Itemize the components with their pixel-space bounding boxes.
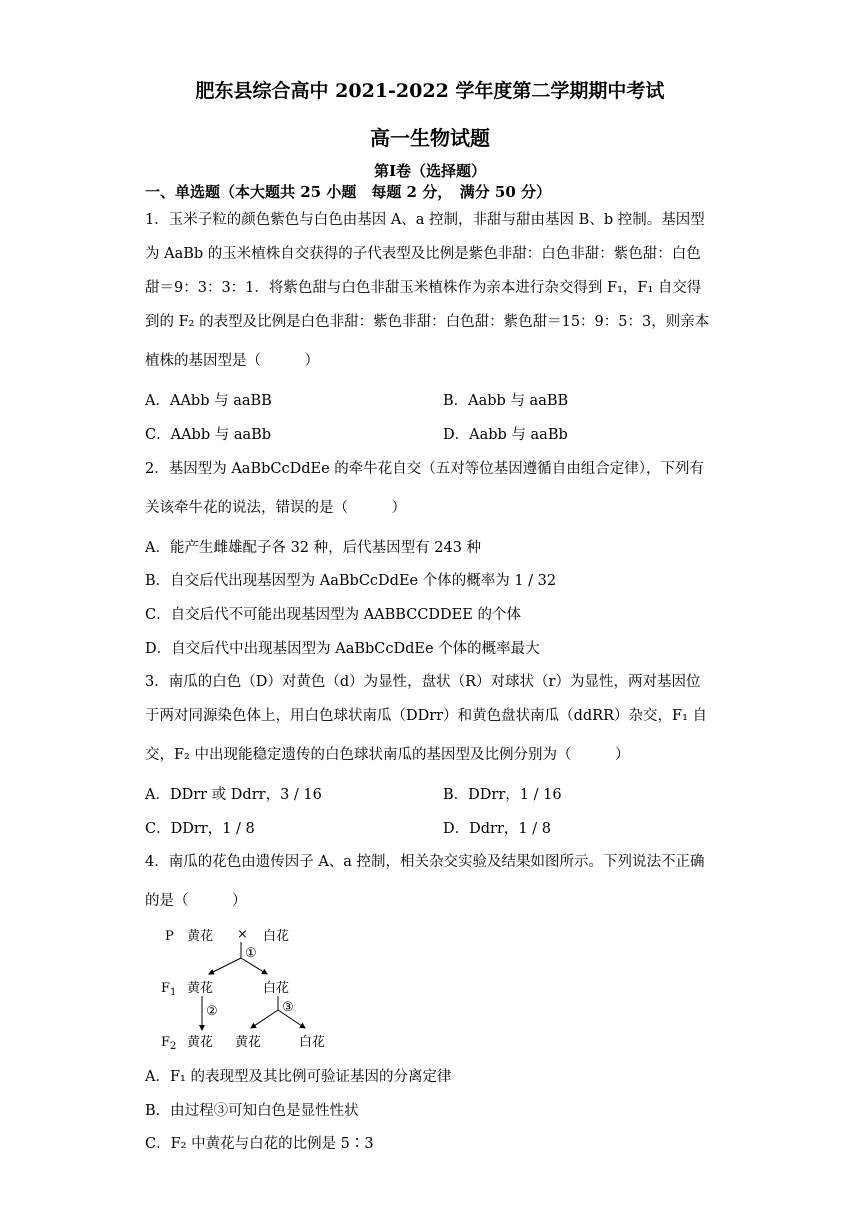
q4-line: 的是（ ）: [145, 893, 247, 909]
q3-line: 交，F₂ 中出现能稳定遗传的白色球状南瓜的基因型及比例分别为（ ）: [145, 747, 630, 763]
q3-line: 于两对同源染色体上，用白色球状南瓜（DDrr）和黄色盘状南瓜（ddRR）杂交，F₁ 自: [145, 708, 707, 724]
label-f1: $F_1$: [161, 981, 177, 998]
arrow-to-f1-yellow: [209, 958, 241, 974]
section-heading: 一、单选题（本大题共 25 小题 每题 2 分， 满分 50 分）: [145, 183, 552, 201]
f2-white-flower: 白花: [299, 1035, 326, 1050]
q3-option-b: B．DDrr，1 / 16: [443, 787, 562, 803]
q2-option-d: D．自交后代中出现基因型为 AaBbCcDdEe 个体的概率最大: [145, 641, 540, 657]
label-f2: $F_2$: [161, 1035, 177, 1052]
q2-option-a: A．能产生雌雄配子各 32 种，后代基因型有 243 种: [145, 540, 482, 556]
exam-subtitle: 高一生物试题: [370, 126, 490, 150]
q1-line: 为 AaBb 的玉米植株自交获得的子代表型及比例是紫色非甜：白色非甜：紫色甜：白色: [145, 246, 701, 262]
p-yellow-flower: 黄花: [187, 929, 214, 944]
q1-line: 植株的基因型是（ ）: [145, 353, 319, 369]
q3-line: 3．南瓜的白色（D）对黄色（d）为显性，盘状（R）对球状（r）为显性，两对基因位: [145, 674, 701, 690]
volume-heading: 第Ⅰ卷（选择题）: [373, 162, 487, 180]
cross-diagram: [155, 922, 335, 1057]
q1-option-c: C．AAbb 与 aaBb: [145, 427, 272, 443]
q1-option-b: B．Aabb 与 aaBB: [443, 393, 569, 409]
q1-option-d: D．Aabb 与 aaBb: [443, 427, 568, 443]
q2-option-b: B．自交后代出现基因型为 AaBbCcDdEe 个体的概率为 1 / 32: [145, 573, 557, 589]
q4-option-b: B．由过程③可知白色是显性性状: [145, 1103, 359, 1119]
step-1-label: ①: [245, 946, 257, 961]
label-p: P: [165, 929, 174, 944]
f1-white-flower: 白花: [263, 981, 290, 996]
q4-option-a: A．F₁ 的表现型及其比例可验证基因的分离定律: [145, 1069, 452, 1085]
f2-yellow-flower-2: 黄花: [235, 1035, 262, 1050]
q4-line: 4．南瓜的花色由遗传因子 A、a 控制，相关杂交实验及结果如图所示。下列说法不正确: [145, 854, 705, 870]
exam-title: 肥东县综合高中 2021-2022 学年度第二学期期中考试: [195, 80, 665, 102]
step-3-label: ③: [282, 1000, 294, 1015]
p-white-flower: 白花: [263, 929, 290, 944]
q1-line: 到的 F₂ 的表型及比例是白色非甜：紫色非甜：白色甜：紫色甜＝15：9：5：3，则亲本: [145, 314, 710, 330]
q1-line: 1．玉米子粒的颜色紫色与白色由基因 A、a 控制，非甜与甜由基因 B、b 控制。基因型: [145, 212, 705, 228]
f2-yellow-flower-1: 黄花: [187, 1035, 214, 1050]
q4-option-c: C．F₂ 中黄花与白花的比例是 5∶3: [145, 1136, 374, 1152]
q2-option-c: C．自交后代不可能出现基因型为 AABBCCDDEE 的个体: [145, 607, 521, 623]
q1-option-a: A．AAbb 与 aaBB: [145, 393, 272, 409]
f1-yellow-flower: 黄花: [187, 981, 214, 996]
cross-symbol: ×: [237, 927, 248, 942]
step-2-label: ②: [206, 1004, 218, 1019]
q2-line: 关该牵牛花的说法，错误的是（ ）: [145, 500, 406, 516]
q3-option-a: A．DDrr 或 Ddrr，3 / 16: [145, 787, 322, 803]
arrow-to-f2-yellow: [251, 1010, 278, 1028]
q2-line: 2．基因型为 AaBbCcDdEe 的牵牛花自交（五对等位基因遵循自由组合定律），下列有: [145, 461, 705, 477]
q3-option-c: C．DDrr，1 / 8: [145, 821, 255, 837]
q3-option-d: D．Ddrr，1 / 8: [443, 821, 551, 837]
q1-line: 甜＝9：3：3：1．将紫色甜与白色非甜玉米植株作为亲本进行杂交得到 F₁，F₁ 自交得: [145, 280, 702, 296]
